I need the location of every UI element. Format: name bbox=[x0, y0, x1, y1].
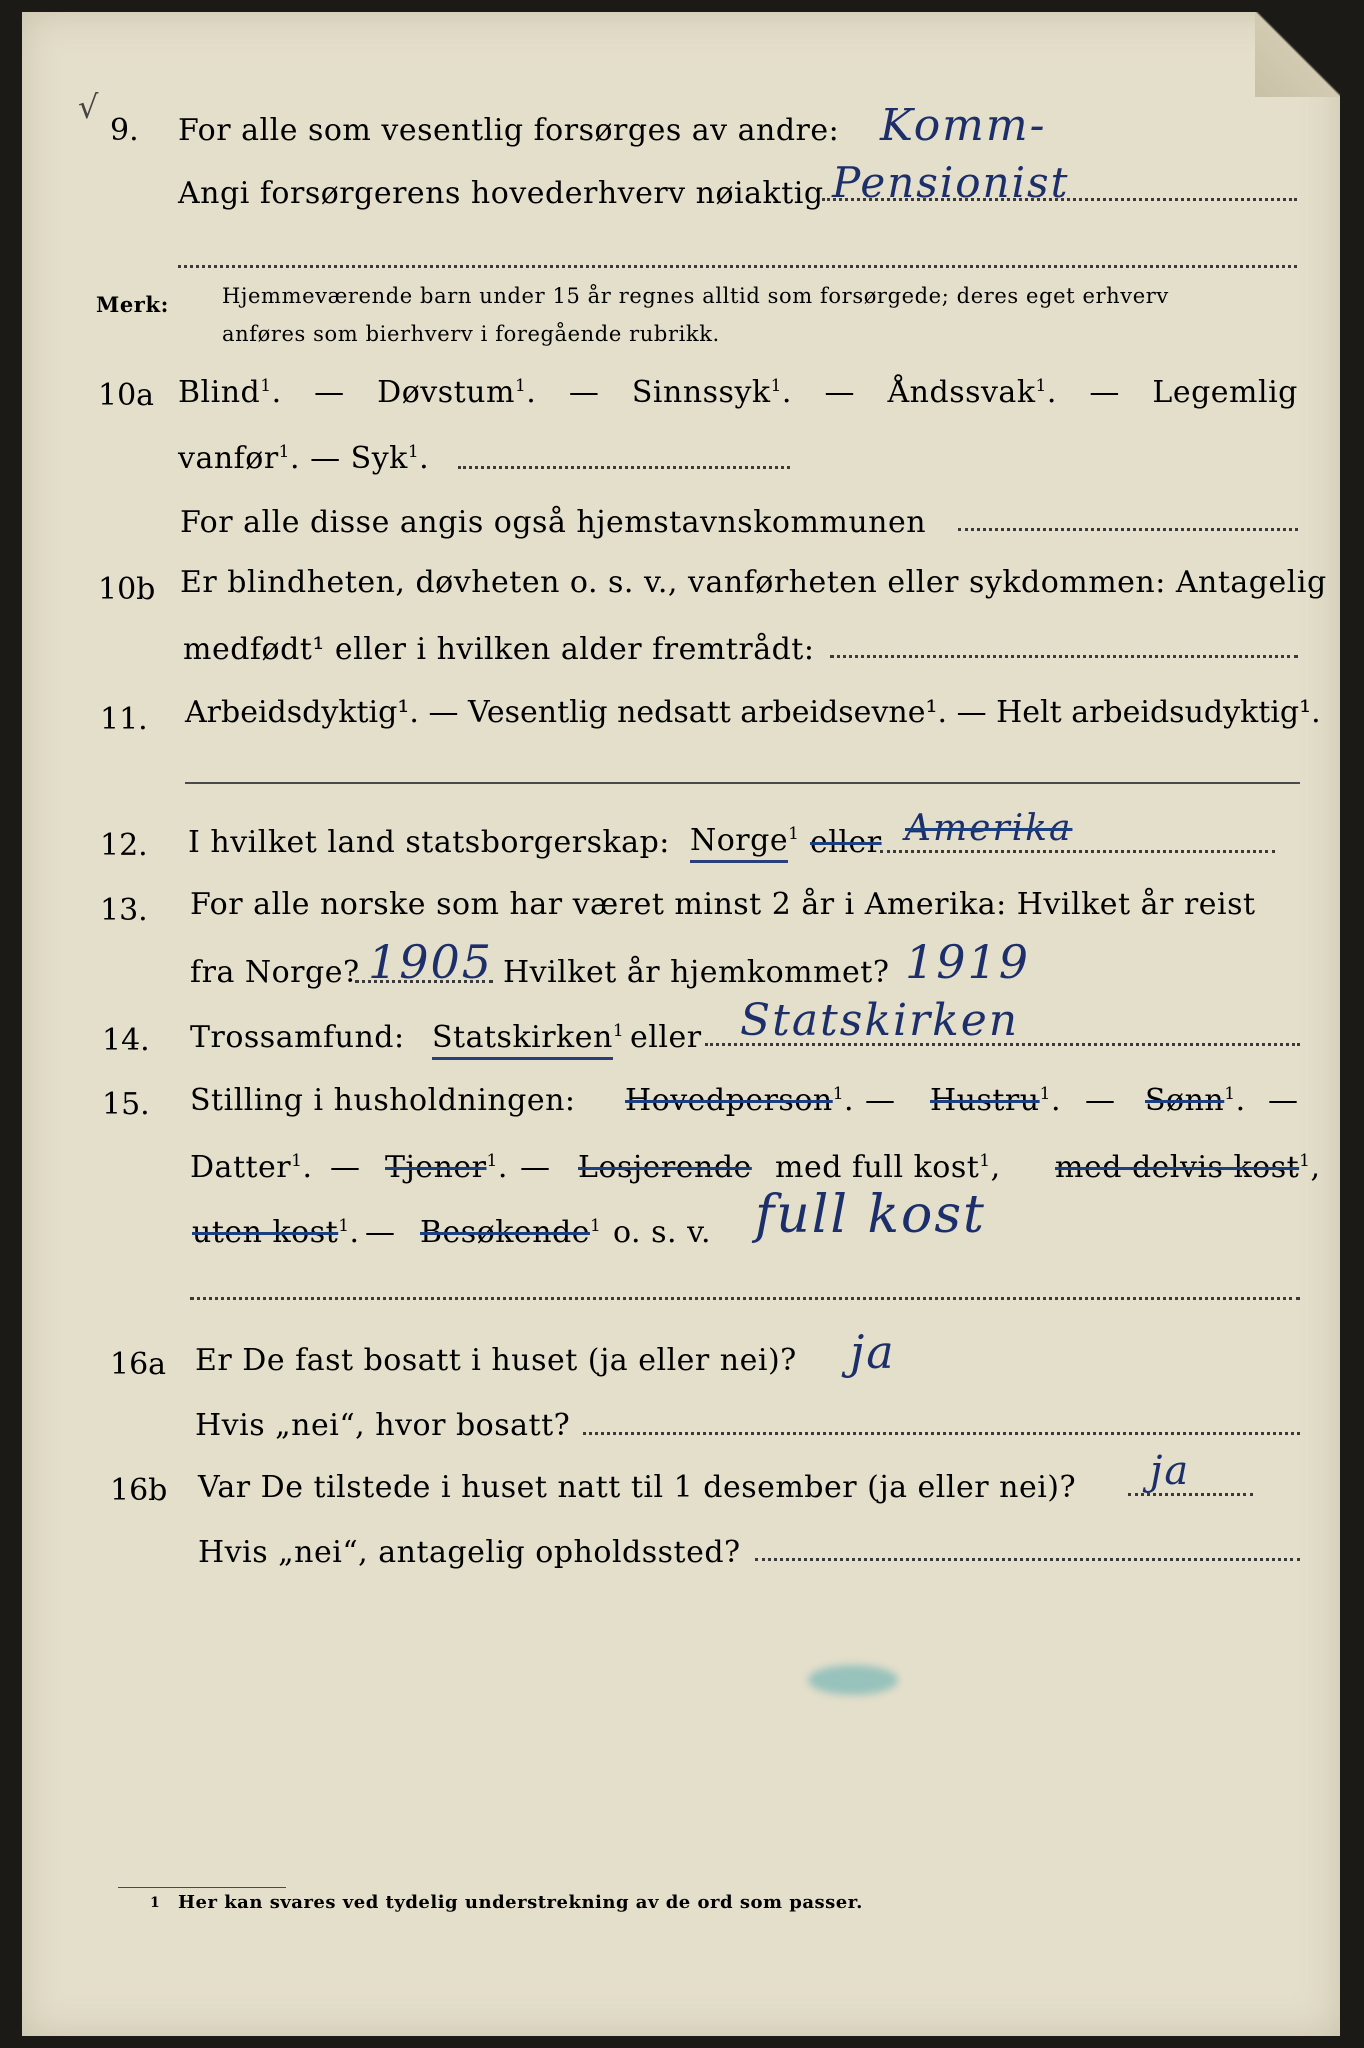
q13-answer-hjem: 1919 bbox=[905, 935, 1031, 989]
merk-label: Merk: bbox=[96, 292, 169, 317]
q9-line2: Angi forsørgerens hovederhverv nøiaktig bbox=[178, 176, 824, 211]
q11-number: 11. bbox=[100, 702, 148, 737]
footnote-text: Her kan svares ved tydelig understrekning av de ord som passer. bbox=[178, 1892, 863, 1913]
separator: — bbox=[1085, 1083, 1116, 1118]
q16b-line2: Hvis „nei“, antagelig opholdssted? bbox=[198, 1535, 741, 1570]
separator: — bbox=[1089, 375, 1120, 410]
q10b-number: 10b bbox=[98, 572, 156, 607]
separator: — bbox=[568, 375, 600, 410]
q13-line2b: Hvilket år hjemkommet? bbox=[503, 955, 890, 990]
q12-answer-struck: Amerika bbox=[905, 808, 1073, 849]
q13-line2a: fra Norge? bbox=[190, 955, 360, 990]
q13-number: 13. bbox=[100, 893, 148, 928]
option-blind: Blind$^1$. bbox=[178, 375, 282, 410]
separator: — bbox=[310, 441, 341, 476]
q12-answer-line bbox=[880, 850, 1275, 853]
footnote-rule bbox=[118, 1887, 286, 1888]
separator: — bbox=[314, 375, 345, 410]
q10a-number: 10a bbox=[98, 378, 155, 413]
q15-option-losjerende: Losjerende bbox=[578, 1150, 752, 1185]
q14-answer-handwritten: Statskirken bbox=[740, 995, 1020, 1046]
merk-line2: anføres som bierhverv i foregående rubrikk. bbox=[222, 322, 720, 346]
option-sinnssyk: Sinnssyk$^1$. bbox=[631, 375, 792, 410]
q15-osv: o. s. v. bbox=[613, 1215, 711, 1250]
separator: — bbox=[520, 1150, 551, 1185]
q11-text: Arbeidsdyktig¹. — Vesentlig nedsatt arbeidsevne¹. — Helt arbeidsudyktig¹. bbox=[185, 695, 1321, 730]
q10a-answer-line bbox=[458, 466, 790, 469]
q13-line1: For alle norske som har været minst 2 år i Amerika: Hvilket år reist bbox=[190, 887, 1256, 922]
q16b-answer-line2 bbox=[755, 1558, 1300, 1561]
q10b-line2: medfødt¹ eller i hvilken alder fremtrådt: bbox=[183, 632, 815, 667]
q10a-hjemstavn-line bbox=[958, 528, 1298, 531]
q12-text: I hvilket land statsborgerskap: bbox=[188, 825, 670, 860]
separator: — bbox=[865, 1083, 896, 1118]
q15-option-hovedperson: Hovedperson$^1$. bbox=[625, 1083, 855, 1118]
q15-option-datter: Datter$^1$. bbox=[190, 1150, 313, 1185]
q13-reist-line bbox=[355, 980, 493, 983]
q12-option-eller: eller bbox=[810, 825, 882, 860]
q15-lead: Stilling i husholdningen: bbox=[190, 1083, 576, 1118]
q16b-answer-line bbox=[1128, 1493, 1253, 1496]
q13-answer-reist: 1905 bbox=[368, 935, 494, 989]
q10a-line3: For alle disse angis også hjemstavnskommunen bbox=[180, 505, 927, 540]
separator: — bbox=[365, 1215, 396, 1250]
q12-option-norge: Norge$^1$ bbox=[690, 823, 799, 858]
q10b-answer-line bbox=[830, 655, 1298, 658]
footnote-mark: 1 bbox=[150, 1895, 161, 1911]
q16b-answer-handwritten: ja bbox=[1150, 1448, 1191, 1494]
q15-option-sonn: Sønn$^1$. bbox=[1145, 1083, 1246, 1118]
q14-option-statskirken: Statskirken$^1$ bbox=[432, 1020, 624, 1055]
q9-number: 9. bbox=[110, 113, 139, 148]
q9-extra-line bbox=[178, 265, 1297, 268]
q15-option-uten-kost: uten kost$^1$. bbox=[192, 1215, 360, 1250]
q15-extra-line bbox=[190, 1297, 1300, 1300]
q16a-answer-handwritten: ja bbox=[850, 1325, 896, 1379]
q15-answer-handwritten: full kost bbox=[755, 1185, 986, 1245]
q14-number: 14. bbox=[102, 1023, 150, 1058]
option-dovstum: Døvstum$^1$. bbox=[377, 375, 537, 410]
margin-check-mark: √ bbox=[78, 88, 99, 126]
q15-number: 15. bbox=[102, 1087, 150, 1122]
merk-line1: Hjemmeværende barn under 15 år regnes alltid som forsørgede; deres eget erhverv bbox=[222, 284, 1169, 308]
folded-corner bbox=[1255, 12, 1340, 97]
q12-number: 12. bbox=[100, 828, 148, 863]
q10b-line1: Er blindheten, døvheten o. s. v., vanførheten eller sykdommen: Antagelig bbox=[180, 565, 1327, 600]
option-andssvak: Åndssvak$^1$. bbox=[887, 375, 1057, 410]
q11-answer-line bbox=[185, 782, 1300, 784]
q15-option-full-kost: med full kost$^1$, bbox=[775, 1150, 1001, 1185]
q15-option-hustru: Hustru$^1$. bbox=[930, 1083, 1061, 1118]
q10a-options-row1 bbox=[178, 375, 1298, 410]
option-syk: Syk$^1$. bbox=[350, 441, 430, 476]
q10a-options-row2 bbox=[178, 441, 429, 476]
separator: — bbox=[1268, 1083, 1299, 1118]
q16b-line1: Var De tilstede i huset natt til 1 desember (ja eller nei)? bbox=[198, 1470, 1077, 1505]
q16b-number: 16b bbox=[110, 1473, 168, 1508]
q15-option-delvis-kost: med delvis kost$^1$, bbox=[1055, 1150, 1321, 1185]
q14-eller: eller bbox=[630, 1020, 702, 1055]
q9-answer-handwritten: Komm- bbox=[880, 100, 1047, 151]
q15-option-tjener: Tjener$^1$. bbox=[385, 1150, 508, 1185]
q9-text: For alle som vesentlig forsørges av andre: bbox=[178, 113, 840, 148]
q16a-answer-line bbox=[583, 1432, 1300, 1435]
option-legemlig: Legemlig bbox=[1152, 375, 1298, 410]
q14-text: Trossamfund: bbox=[190, 1020, 405, 1055]
q9-occupation-handwritten: Pensionist bbox=[832, 158, 1070, 207]
separator: — bbox=[330, 1150, 361, 1185]
option-vanfor: vanfør$^1$. bbox=[178, 441, 301, 476]
ink-stain bbox=[808, 1665, 898, 1695]
q16a-line1: Er De fast bosatt i huset (ja eller nei)? bbox=[195, 1343, 797, 1378]
q16a-number: 16a bbox=[110, 1347, 167, 1382]
separator: — bbox=[824, 375, 855, 410]
q16a-line2: Hvis „nei“, hvor bosatt? bbox=[195, 1408, 571, 1443]
q15-option-besokende: Besøkende$^1$ bbox=[420, 1215, 602, 1250]
